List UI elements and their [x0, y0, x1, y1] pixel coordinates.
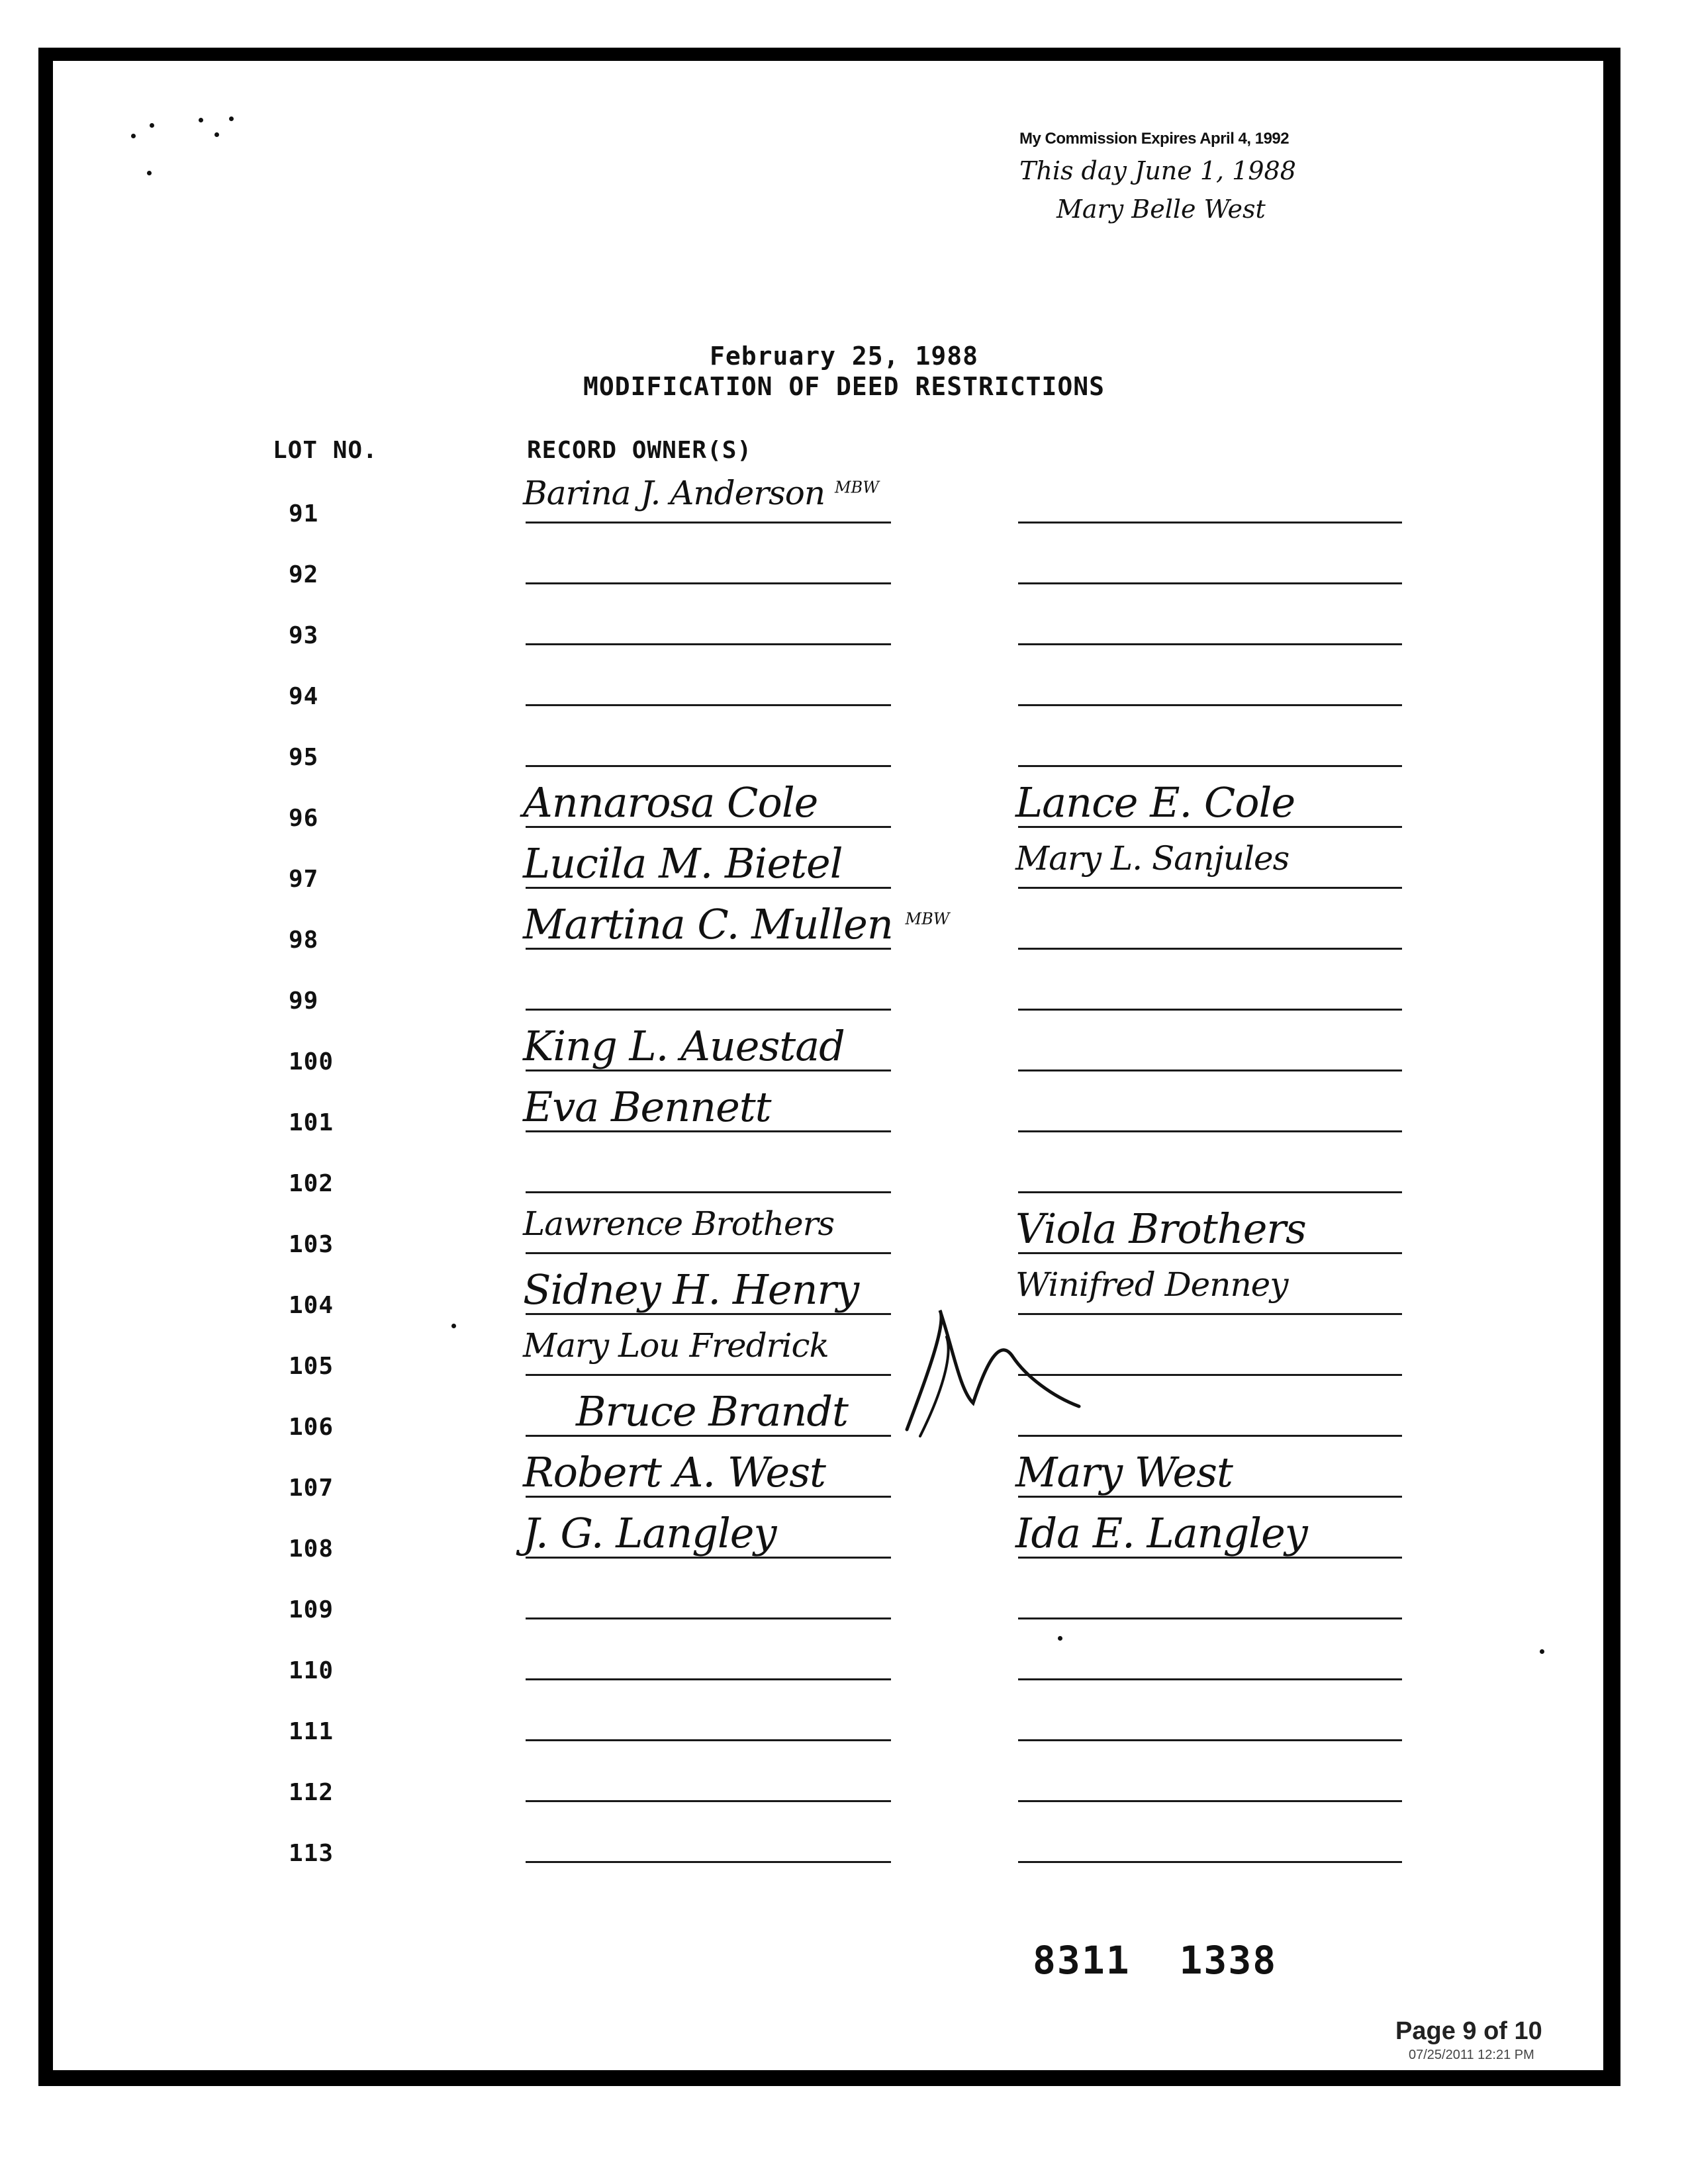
lot-number: 99 — [289, 987, 319, 1015]
lot-row — [0, 474, 1688, 555]
document-title: MODIFICATION OF DEED RESTRICTIONS — [583, 372, 1105, 401]
lot-number: 95 — [289, 744, 319, 771]
owner2-signature-line — [1018, 1861, 1402, 1863]
lot-row — [0, 1833, 1688, 1894]
owner2-signature-line — [1018, 1739, 1402, 1741]
lot-row — [0, 1387, 1688, 1468]
lot-row — [0, 1448, 1688, 1529]
lot-row — [0, 555, 1688, 615]
owner2-signature: Winifred Denney — [1015, 1265, 1288, 1304]
record-owners-header: RECORD OWNER(S) — [527, 437, 753, 464]
lot-number: 109 — [289, 1596, 334, 1623]
page-indicator: Page 9 of 10 — [1395, 2017, 1542, 2045]
owner2-signature-line — [1018, 1191, 1402, 1193]
owner2-signature: Mary L. Sanjules — [1015, 839, 1289, 878]
lot-row — [0, 900, 1688, 981]
lot-row — [0, 1083, 1688, 1163]
owner1-signature: J. G. Langley — [523, 1509, 776, 1557]
notary-date-handwriting: This day June 1, 1988 — [1019, 156, 1296, 185]
owner2-signature-line — [1018, 1678, 1402, 1680]
lot-row — [0, 1711, 1688, 1772]
recording-number: 8311 1338 — [1033, 1938, 1278, 1983]
notary-name-handwriting: Mary Belle West — [1056, 195, 1266, 224]
lot-number: 100 — [289, 1048, 334, 1075]
lot-number: 92 — [289, 561, 319, 588]
owner2-signature-line — [1018, 765, 1402, 767]
lot-row — [0, 1265, 1688, 1346]
lot-number: 105 — [289, 1353, 334, 1380]
lot-row — [0, 778, 1688, 859]
owner1-signature-line — [526, 582, 891, 584]
lot-number: 102 — [289, 1170, 334, 1197]
lot-number: 97 — [289, 866, 319, 893]
lot-row — [0, 1163, 1688, 1224]
print-timestamp: 07/25/2011 12:21 PM — [1409, 2048, 1534, 2062]
owner2-signature-line — [1018, 1130, 1402, 1132]
owner2-signature: Lance E. Cole — [1015, 778, 1295, 827]
lot-number: 108 — [289, 1535, 334, 1563]
owner1-signature-line — [526, 765, 891, 767]
pen-scribble — [900, 1297, 1086, 1443]
notary-initials: MBW — [834, 478, 879, 497]
lot-number: 98 — [289, 927, 319, 954]
owner1-signature: Mary Lou Fredrick — [523, 1326, 829, 1365]
owner1-signature: Sidney H. Henry — [523, 1265, 859, 1314]
owner1-signature-line — [526, 1617, 891, 1619]
lot-number: 93 — [289, 622, 319, 649]
lot-row — [0, 1651, 1688, 1711]
owner1-signature-line — [526, 1861, 891, 1863]
owner2-signature: Ida E. Langley — [1015, 1509, 1307, 1557]
owner1-signature-line — [526, 1739, 891, 1741]
lot-row — [0, 1590, 1688, 1651]
lot-number: 104 — [289, 1292, 334, 1319]
owner1-signature-line — [526, 1252, 891, 1254]
lot-number: 113 — [289, 1840, 334, 1867]
lot-row — [0, 1772, 1688, 1833]
owner2-signature: Viola Brothers — [1015, 1205, 1306, 1253]
lot-number: 103 — [289, 1231, 334, 1258]
lot-number: 94 — [289, 683, 319, 710]
owner2-signature-line — [1018, 948, 1402, 950]
owner2-signature-line — [1018, 704, 1402, 706]
lot-number: 91 — [289, 500, 319, 527]
owner2-signature-line — [1018, 582, 1402, 584]
owner1-signature-line — [526, 1191, 891, 1193]
owner1-signature-line — [526, 704, 891, 706]
commission-text: My Commission Expires April 4, 1992 — [1019, 130, 1289, 148]
lot-number: 112 — [289, 1779, 334, 1806]
owner2-signature-line — [1018, 1617, 1402, 1619]
owner1-signature-line — [526, 522, 891, 523]
owner1-signature: Robert A. West — [523, 1448, 825, 1496]
owner1-signature: Eva Bennett — [523, 1083, 771, 1131]
owner1-signature-line — [526, 1678, 891, 1680]
lot-number: 111 — [289, 1718, 334, 1745]
owner1-signature: Bruce Brandt — [576, 1387, 848, 1435]
lot-row — [0, 1022, 1688, 1103]
owner1-signature-line — [526, 1374, 891, 1376]
lot-number: 96 — [289, 805, 319, 832]
lot-number-header: LOT NO. — [273, 437, 378, 464]
owner2-signature-line — [1018, 643, 1402, 645]
owner2-signature-line — [1018, 522, 1402, 523]
lot-row — [0, 1509, 1688, 1590]
owner2-signature: Mary West — [1015, 1448, 1233, 1496]
owner2-signature-line — [1018, 1800, 1402, 1802]
lot-row — [0, 615, 1688, 676]
owner1-signature: Barina J. Anderson $^{MBW}$ — [523, 474, 879, 512]
owner1-signature: Martina C. Mullen $^{MBW}$ — [523, 900, 950, 948]
owner1-signature-line — [526, 643, 891, 645]
owner1-signature: King L. Auestad — [523, 1022, 845, 1070]
owner1-signature: Annarosa Cole — [523, 778, 818, 827]
owner1-signature-line — [526, 1800, 891, 1802]
owner2-signature-line — [1018, 1069, 1402, 1071]
lot-row — [0, 737, 1688, 798]
owner2-signature-line — [1018, 887, 1402, 889]
owner1-signature: Lucila M. Bietel — [523, 839, 843, 887]
owner2-signature-line — [1018, 1009, 1402, 1011]
document-date: February 25, 1988 — [710, 341, 978, 371]
lot-number: 107 — [289, 1475, 334, 1502]
lot-number: 101 — [289, 1109, 334, 1136]
notary-initials: MBW — [905, 909, 950, 929]
lot-number: 106 — [289, 1414, 334, 1441]
lot-number: 110 — [289, 1657, 334, 1684]
lot-row — [0, 676, 1688, 737]
owner1-signature: Lawrence Brothers — [523, 1205, 835, 1243]
owner1-signature-line — [526, 1009, 891, 1011]
